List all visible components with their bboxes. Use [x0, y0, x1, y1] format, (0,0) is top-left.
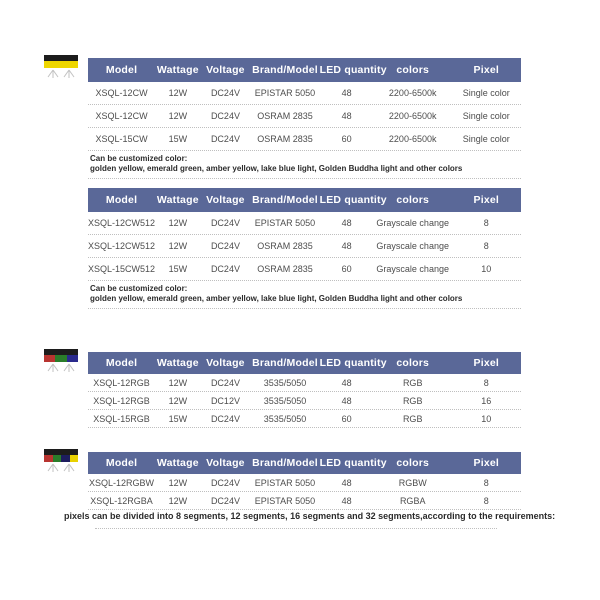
column-header-brand: Brand/Model: [252, 194, 318, 206]
segments-footer-note: pixels can be divided into 8 segments, 12 segments, 16 segments and 32 segments,according to the requirements:: [64, 511, 556, 521]
column-header-colors: colors: [396, 457, 430, 469]
cell-colors: RGB: [402, 377, 423, 388]
column-header-voltage: Voltage: [206, 457, 245, 469]
column-header-pixel: Pixel: [473, 64, 500, 76]
cell-model: XSQL-12RGBW: [89, 477, 155, 488]
cell-wattage: 12W: [168, 395, 188, 406]
column-header-wattage: Wattage: [156, 64, 199, 76]
cell-brand: 3535/5050: [263, 413, 307, 424]
cell-brand: EPISTAR 5050: [254, 477, 316, 488]
cell-wattage: 12W: [168, 477, 188, 488]
table-header-row: [88, 58, 521, 82]
column-header-colors: colors: [396, 194, 430, 206]
table-row: [88, 128, 521, 151]
cell-wattage: 15W: [168, 264, 188, 274]
column-header-model: Model: [105, 194, 138, 206]
table-row: [88, 235, 521, 258]
cell-brand: OSRAM 2835: [257, 134, 313, 144]
cell-colors: 2200-6500k: [388, 88, 437, 98]
note-line-1: Can be customized color:: [90, 154, 188, 163]
cell-wattage: 15W: [168, 413, 188, 424]
light-rays-icon: [44, 463, 78, 473]
single-color-led-strip-icon: [44, 55, 78, 79]
table-grayscale: [88, 188, 521, 309]
table-row: [88, 212, 521, 235]
cell-model: XSQL-15CW: [95, 134, 148, 144]
cell-led-quantity: 60: [341, 413, 352, 424]
column-header-model: Model: [105, 64, 138, 76]
cell-pixel: 8: [483, 241, 489, 251]
table-row: [88, 474, 521, 492]
column-header-brand: Brand/Model: [252, 357, 318, 369]
cell-brand: EPISTAR 5050: [254, 495, 316, 506]
column-header-colors: colors: [396, 64, 430, 76]
cell-model: XSQL-12CW: [95, 111, 148, 121]
cell-colors: 2200-6500k: [388, 111, 437, 121]
cell-pixel: Single color: [462, 134, 510, 144]
note-line-2: golden yellow, emerald green, amber yellow, lake blue light, Golden Buddha light and other colors: [90, 164, 463, 173]
table-row: [88, 492, 521, 510]
cell-wattage: 12W: [168, 241, 188, 251]
cell-pixel: 16: [481, 395, 492, 406]
column-header-brand: Brand/Model: [252, 457, 318, 469]
cell-pixel: Single color: [462, 88, 510, 98]
cell-wattage: 12W: [168, 111, 188, 121]
column-header-led-quantity: LED quantity: [319, 457, 387, 469]
cell-led-quantity: 60: [341, 264, 352, 274]
cell-led-quantity: 48: [341, 218, 352, 228]
cell-voltage: DC24V: [210, 241, 240, 251]
cell-wattage: 12W: [168, 88, 188, 98]
column-header-wattage: Wattage: [156, 457, 199, 469]
column-header-model: Model: [105, 357, 138, 369]
column-header-colors: colors: [396, 357, 430, 369]
column-header-voltage: Voltage: [206, 194, 245, 206]
table-row: [88, 82, 521, 105]
cell-voltage: DC24V: [210, 111, 240, 121]
table-row: [88, 410, 521, 428]
cell-brand: EPISTAR 5050: [254, 88, 316, 98]
cell-wattage: 12W: [168, 377, 188, 388]
table-row: [88, 258, 521, 281]
cell-voltage: DC12V: [210, 395, 240, 406]
cell-led-quantity: 48: [341, 495, 352, 506]
cell-pixel: 8: [483, 477, 489, 488]
cell-brand: 3535/5050: [263, 395, 307, 406]
cell-pixel: Single color: [462, 111, 510, 121]
cell-model: XSQL-12CW: [95, 88, 148, 98]
cell-led-quantity: 48: [341, 377, 352, 388]
cell-model: XSQL-12RGB: [93, 377, 150, 388]
cell-model: XSQL-12CW512: [88, 218, 156, 228]
cell-model: XSQL-12CW512: [88, 241, 156, 251]
cell-pixel: 8: [483, 377, 489, 388]
dotted-divider: [95, 528, 497, 529]
cell-pixel: 10: [481, 264, 492, 274]
cell-led-quantity: 48: [341, 88, 352, 98]
cell-brand: 3535/5050: [263, 377, 307, 388]
cell-led-quantity: 48: [341, 395, 352, 406]
cell-brand: OSRAM 2835: [257, 264, 313, 274]
cell-voltage: DC24V: [210, 218, 240, 228]
cell-voltage: DC24V: [210, 134, 240, 144]
cell-pixel: 8: [483, 218, 489, 228]
cell-model: XSQL-12RGBA: [90, 495, 153, 506]
cell-pixel: 10: [481, 413, 492, 424]
rgb-led-strip-icon: [44, 349, 78, 373]
table-row: [88, 392, 521, 410]
cell-colors: RGB: [402, 395, 423, 406]
note-line-1: Can be customized color:: [90, 284, 188, 293]
table-header-row: [88, 452, 521, 474]
cell-led-quantity: 60: [341, 134, 352, 144]
column-header-voltage: Voltage: [206, 64, 245, 76]
customized-color-note: [88, 151, 521, 179]
light-rays-icon: [44, 69, 78, 79]
cell-brand: OSRAM 2835: [257, 111, 313, 121]
note-line-2: golden yellow, emerald green, amber yellow, lake blue light, Golden Buddha light and other colors: [90, 294, 463, 303]
cell-colors: Grayscale change: [376, 218, 449, 228]
strip-glow-rgbw: [44, 455, 78, 462]
cell-colors: RGBW: [398, 477, 427, 488]
strip-glow-single-color: [44, 61, 78, 68]
cell-wattage: 12W: [168, 218, 188, 228]
table-row: [88, 105, 521, 128]
cell-led-quantity: 48: [341, 477, 352, 488]
customized-color-note: [88, 281, 521, 309]
light-rays-icon: [44, 363, 78, 373]
column-header-wattage: Wattage: [156, 194, 199, 206]
column-header-led-quantity: LED quantity: [319, 194, 387, 206]
cell-colors: Grayscale change: [376, 264, 449, 274]
cell-colors: Grayscale change: [376, 241, 449, 251]
column-header-brand: Brand/Model: [252, 64, 318, 76]
table-rgbw: [88, 452, 521, 510]
column-header-led-quantity: LED quantity: [319, 357, 387, 369]
cell-colors: RGB: [402, 413, 423, 424]
cell-voltage: DC24V: [210, 477, 240, 488]
table-header-row: [88, 352, 521, 374]
column-header-pixel: Pixel: [473, 357, 500, 369]
cell-voltage: DC24V: [210, 413, 240, 424]
cell-brand: EPISTAR 5050: [254, 218, 316, 228]
rgbw-led-strip-icon: [44, 449, 78, 473]
cell-voltage: DC24V: [210, 495, 240, 506]
cell-led-quantity: 48: [341, 241, 352, 251]
cell-colors: RGBA: [399, 495, 426, 506]
cell-led-quantity: 48: [341, 111, 352, 121]
column-header-model: Model: [105, 457, 138, 469]
cell-voltage: DC24V: [210, 88, 240, 98]
column-header-wattage: Wattage: [156, 357, 199, 369]
cell-model: XSQL-15RGB: [93, 413, 150, 424]
cell-pixel: 8: [483, 495, 489, 506]
cell-wattage: 12W: [168, 495, 188, 506]
cell-model: XSQL-15CW512: [88, 264, 156, 274]
cell-voltage: DC24V: [210, 264, 240, 274]
column-header-voltage: Voltage: [206, 357, 245, 369]
column-header-pixel: Pixel: [473, 194, 500, 206]
cell-voltage: DC24V: [210, 377, 240, 388]
table-single-color: [88, 58, 521, 179]
strip-glow-rgb: [44, 355, 78, 362]
cell-brand: OSRAM 2835: [257, 241, 313, 251]
cell-model: XSQL-12RGB: [93, 395, 150, 406]
column-header-pixel: Pixel: [473, 457, 500, 469]
cell-wattage: 15W: [168, 134, 188, 144]
column-header-led-quantity: LED quantity: [319, 64, 387, 76]
table-rgb: [88, 352, 521, 428]
table-header-row: [88, 188, 521, 212]
cell-colors: 2200-6500k: [388, 134, 437, 144]
table-row: [88, 374, 521, 392]
